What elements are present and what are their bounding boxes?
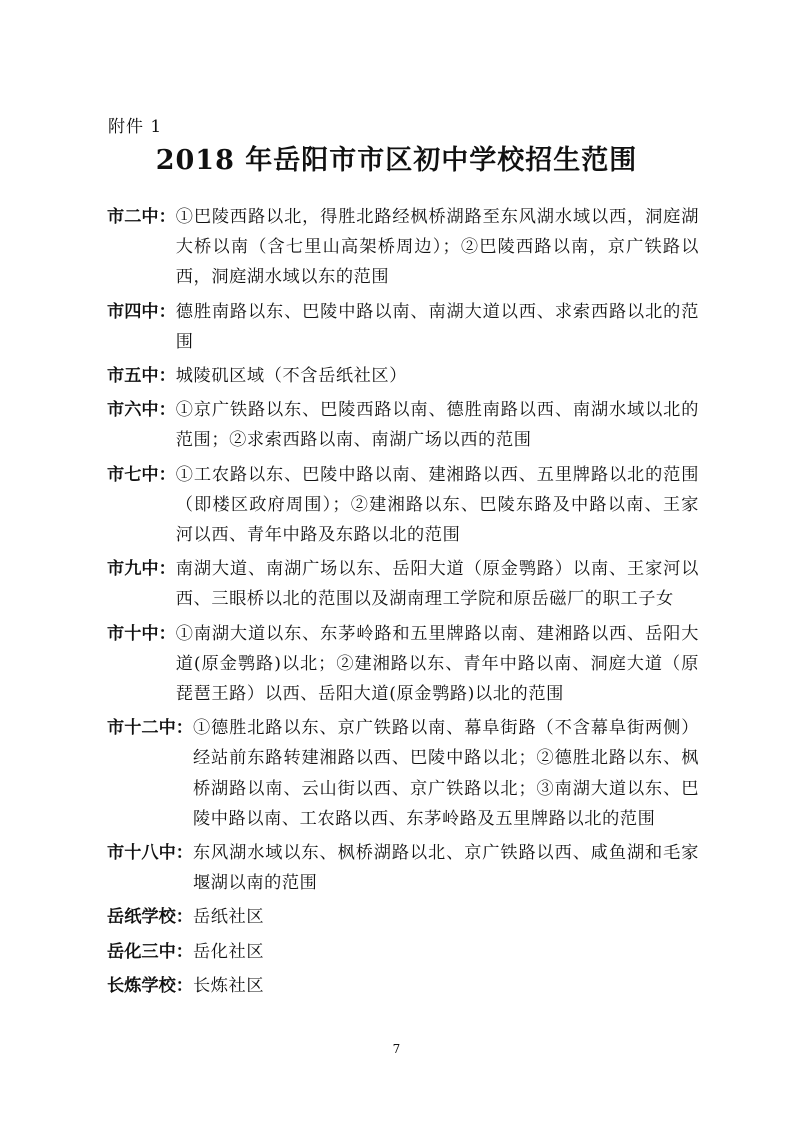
entry-yue-zhi-school (107, 902, 699, 932)
entry-shi-si-zhong (107, 297, 699, 357)
entry-scope-text: ①南湖大道以东、东茅岭路和五里牌路以南、建湘路以西、岳阳大道(原金鹗路)以北；②建湘路以东、青年中路以南、洞庭大道（原琵琶王路）以西、岳阳大道(原金鹗路)以北的范围 (175, 623, 699, 705)
entry-school-label: 市六中： (107, 400, 176, 421)
entry-school-label: 市五中： (107, 366, 176, 387)
entry-school-label: 岳纸学校： (107, 907, 193, 928)
page-number: 7 (392, 1042, 401, 1056)
entry-scope-text: ①德胜北路以东、京广铁路以南、幕阜街路（不含幕阜街两侧）经站前东路转建湘路以西、巴陵中路以北；②德胜北路以东、枫桥湖路以南、云山街以西、京广铁路以北；③南湖大道以东、巴陵中路以南、工农路以西、东茅岭路及五里牌路以北的范围 (192, 718, 699, 829)
entry-scope-text: ①工农路以东、巴陵中路以南、建湘路以西、五里牌路以北的范围（即楼区政府周围）；②建湘路以东、巴陵东路及中路以南、王家河以西、青年中路及东路以北的范围 (175, 464, 699, 546)
entry-shi-shi-er-zhong (107, 713, 699, 834)
entry-scope-text: 德胜南路以东、巴陵中路以南、南湖大道以西、求索西路以北的范围 (175, 301, 699, 352)
attachment-label: 附件 1 (108, 117, 163, 137)
entry-scope-text: 城陵矶区域（不含岳纸社区） (175, 366, 408, 387)
entry-school-label: 市四中： (107, 301, 176, 322)
entry-shi-er-zhong (107, 202, 699, 293)
entry-shi-jiu-zhong (107, 554, 699, 614)
entry-school-label: 岳化三中： (107, 941, 193, 962)
entry-school-label: 长炼学校： (107, 975, 193, 996)
entry-school-label: 市十八中： (107, 843, 193, 864)
entry-shi-liu-zhong (107, 395, 699, 455)
entry-chang-lian-school (107, 971, 699, 1001)
page-title: 2018 年岳阳市市区初中学校招生范围 (155, 145, 638, 176)
entry-school-label: 市十中： (107, 623, 176, 644)
entry-scope-text: 东风湖水域以东、枫桥湖路以北、京广铁路以西、咸鱼湖和毛家堰湖以南的范围 (192, 843, 699, 894)
entry-shi-wu-zhong (107, 361, 699, 391)
entry-school-label: 市二中： (107, 207, 176, 227)
entry-scope-text: 长炼社区 (192, 975, 265, 996)
entry-scope-text: ①京广铁路以东、巴陵西路以南、德胜南路以西、南湖水域以北的范围；②求索西路以南、南湖广场以西的范围 (175, 400, 699, 451)
entry-scope-text: 南湖大道、南湖广场以东、岳阳大道（原金鹗路）以南、王家河以西、三眼桥以北的范围以及湖南理工学院和原岳磁厂的职工子女 (175, 559, 699, 610)
entry-school-label: 市七中： (107, 464, 176, 485)
entry-scope-text: ①巴陵西路以北，得胜北路经枫桥湖路至东风湖水域以西，洞庭湖大桥以南（含七里山高架桥周边）；②巴陵西路以南，京广铁路以西，洞庭湖水域以东的范围 (175, 207, 699, 288)
enrollment-list (107, 202, 699, 1005)
entry-shi-qi-zhong (107, 460, 699, 551)
entry-school-label: 市十二中： (107, 718, 193, 739)
entry-scope-text: 岳纸社区 (192, 907, 265, 928)
entry-shi-shi-zhong (107, 619, 699, 710)
entry-scope-text: 岳化社区 (192, 941, 265, 962)
entry-school-label: 市九中： (107, 559, 176, 580)
entry-shi-shi-ba-zhong (107, 838, 699, 898)
entry-yue-hua-san-zhong (107, 937, 699, 967)
